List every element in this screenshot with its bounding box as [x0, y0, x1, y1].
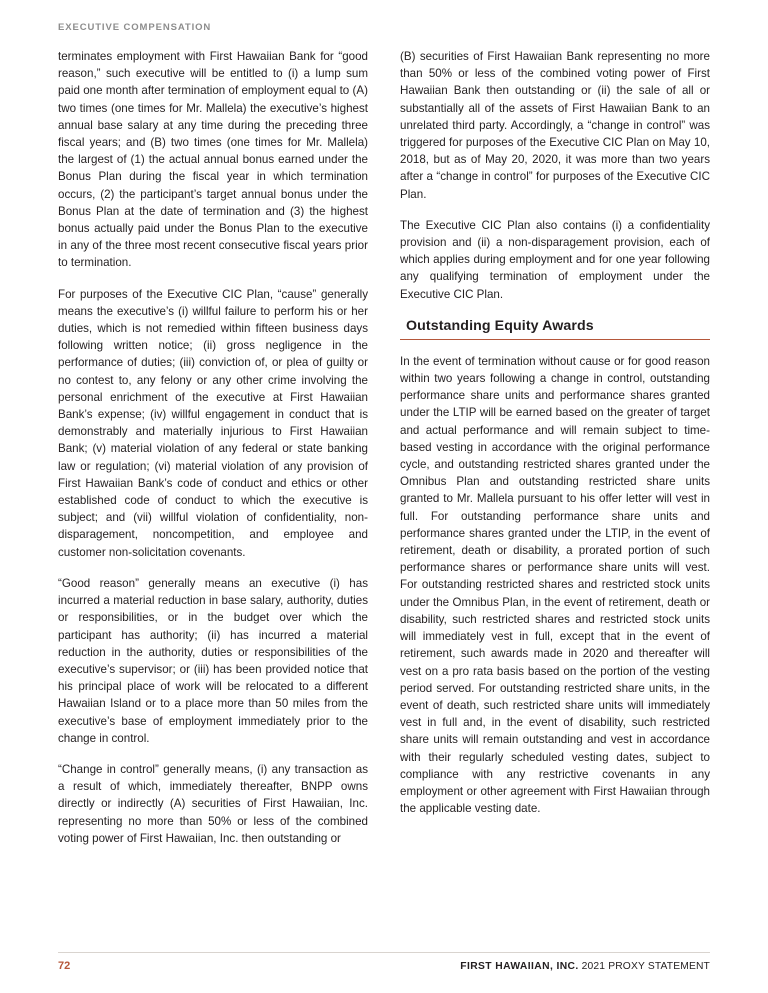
paragraph: In the event of termination without cause or for good reason within two years following a change in control, outstanding performance share units and performance shares granted under the LTIP will be earned based on the greater of target and actual performance and will remain subject to time-based vesting in accordance with the original performance cycle, and outstanding restricted shares granted under the Omnibus Plan and outstanding restricted share units granted to Mr. Mallela pursuant to his offer letter will vest in full. For outstanding performance share units and performance shares granted under the LTIP, in the event of retirement, death or disability, a prorated portion of such performance shares or performance share units will vest. For outstanding restricted shares and restricted stock units under the Omnibus Plan, in the event of retirement, death or disability, such restricted shares and restricted stock units will immediately vest in full, except that in the event of retirement, such awards made in 2020 and thereafter will vest on a pro rata basis based on the portion of the vesting period served. For outstanding restricted share units, in the event of death, such restricted share units will immediately vest in full and, in the event of disability, such restricted share units will remain outstanding and vest in accordance with their regularly scheduled vesting dates, subject to compliance with any restrictive covenants in any employment or other agreement with First Hawaiian through the applicable vesting date. — [400, 354, 710, 816]
paragraph: “Good reason” generally means an executive (i) has incurred a material reduction in base salary, authority, duties or responsibilities, or in the budget over which the participant has authority; (ii) has incurred a material reduction in the authority, duties or responsibilities of the executive’s supervisor; or (iii) has been provided notice that his principal place of work will be relocated to a different Hawaiian Island or to a place more than 50 miles from the executive’s base of employment immediately prior to the change in control. — [58, 576, 368, 745]
section-heading: Outstanding Equity Awards — [406, 317, 594, 334]
document-title: 2021 PROXY STATEMENT — [581, 961, 710, 972]
page-number: 72 — [58, 960, 71, 972]
two-column-body — [58, 48, 710, 847]
section-heading-container — [400, 317, 710, 340]
left-column — [58, 48, 368, 847]
footer-document-label — [460, 961, 710, 972]
paragraph: For purposes of the Executive CIC Plan, “cause” generally means the executive’s (i) willful failure to perform his or her duties, which is not remedied within fifteen business days following written notice; (ii) gross negligence in the performance of duties; (iii) conviction of, or plea of guilty or no contest to, any felony or any other crime involving the personal enrichment of the executive at First Hawaiian Bank’s expense; (iv) willful engagement in conduct that is demonstrably and materially injurious to First Hawaiian Bank; (v) material violation of any federal or state banking law or regulation; (vi) material violation of any provision of First Hawaiian Bank’s code of conduct and ethics or other established code of conduct to which the executive is subject; and (vii) willful violation of confidentiality, non-disparagement, noncompetition, and employee and customer non-solicitation covenants. — [58, 287, 368, 559]
right-column — [400, 48, 710, 847]
paragraph: (B) securities of First Hawaiian Bank representing no more than 50% or less of the combined voting power of First Hawaiian Bank then outstanding or (ii) the sale of all or substantially all of the assets of First Hawaiian Bank to an unrelated third party. Accordingly, a “change in control” was triggered for purposes of the Executive CIC Plan on May 10, 2018, but as of May 20, 2020, it was more than two years after a “change in control” for purposes of the Executive CIC Plan. — [400, 50, 710, 201]
page-footer — [58, 960, 710, 972]
paragraph: The Executive CIC Plan also contains (i) a confidentiality provision and (ii) a non-disparagement provision, each of which applies during employment and for one year following any qualifying termination of employment under the Executive CIC Plan. — [400, 218, 710, 301]
company-name: FIRST HAWAIIAN, INC. — [460, 961, 579, 972]
running-head: EXECUTIVE COMPENSATION — [58, 22, 212, 33]
paragraph: terminates employment with First Hawaiian Bank for “good reason,” such executive will be entitled to (i) a lump sum paid one month after termination of employment equal to (A) two times (one times for Mr. Mallela) the executive’s highest annual base salary at any time during the preceding three fiscal years; and (B) two times (one times for Mr. Mallela) the largest of (1) the actual annual bonus earned under the Bonus Plan during the fiscal year in which termination occurs, (2) the participant’s target annual bonus under the Bonus Plan at the date of termination and (3) the highest bonus actually paid under the Bonus Plan to the executive in any of the three most recent consecutive fiscal years prior to termination. — [58, 50, 368, 270]
paragraph: “Change in control” generally means, (i) any transaction as a result of which, immediately thereafter, BNPP owns directly or indirectly (A) securities of First Hawaiian, Inc. representing no more than 50% or less of the combined voting power of First Hawaiian, Inc. then outstanding or — [58, 762, 368, 845]
footer-divider — [58, 952, 710, 953]
